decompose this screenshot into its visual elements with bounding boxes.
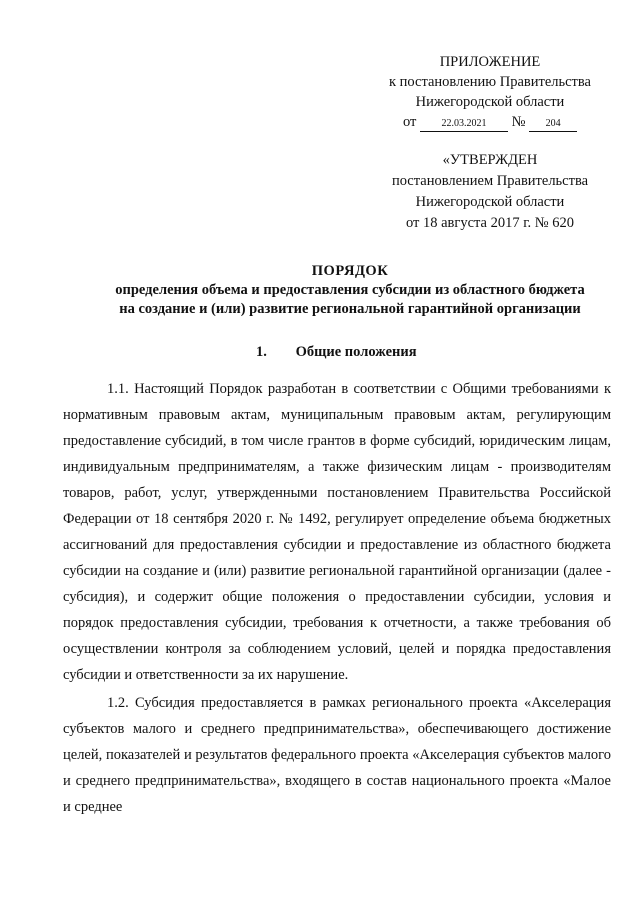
annex-line-region: Нижегородской области [415,94,565,110]
annex-date: 22.03.2021 [420,117,508,132]
document-body [63,376,611,820]
annex-date-line [372,112,608,132]
annex-number: 204 [529,117,577,132]
annex-line-resolution: к постановлению Правительства [389,74,591,90]
paragraph-1-2: 1.2. Субсидия предоставляется в рамках регионального проекта «Акселерация субъектов малого и среднего предпринимательства», обеспечивающего достижение целей, показателей и результатов федерального проекта «Акселерация субъектов малого и среднего предпринимательства», входящего в состав национального проекта «Малое и среднее [63,695,611,815]
document-title-line3: на создание и (или) развитие региональной гарантийной организации [119,301,581,317]
document-title-line2: определения объема и предоставления субсидии из областного бюджета [115,282,585,298]
approved-title: «УТВЕРЖДЕН [442,152,538,168]
section-number: 1. [256,344,267,360]
approved-line-resolution: постановлением Правительства [391,173,589,189]
section-title: Общие положения [295,344,417,360]
document-title-main: ПОРЯДОК [311,263,389,279]
annex-header [372,52,608,132]
section-heading [256,342,417,362]
document-title [60,262,640,319]
approved-line-region: Нижегородской области [415,194,565,210]
approved-stamp-block [372,150,608,234]
approved-line-date: от 18 августа 2017 г. № 620 [405,215,575,231]
paragraph-1-1: 1.1. Настоящий Порядок разработан в соответствии с Общими требованиями к нормативным правовым актам, муниципальным правовым актам, регулирующим предоставление субсидий, в том числе грантов в форме субсидий, юридическим лицам, индивидуальным предпринимателям, а также физическим лицам - производителям товаров, работ, услуг, утвержденными постановлением Правительства Российской Федерации от 18 сентября 2020 г. № 1492, регулирует определение объема бюджетных ассигнований для предоставления субсидии и предоставление из областного бюджета субсидии на создание и (или) развитие региональной гарантийной организации (далее - субсидия), и содержит общие положения о предоставлении субсидии, условия и порядок предоставления субсидии, требования к отчетности, а также требования об осуществлении контроля за соблюдением условий, целей и порядка предоставления субсидии и ответственности за их нарушение. [63,381,611,683]
annex-from-label: от [402,114,417,130]
annex-title: ПРИЛОЖЕНИЕ [439,54,541,70]
annex-number-sign: № [511,114,526,130]
